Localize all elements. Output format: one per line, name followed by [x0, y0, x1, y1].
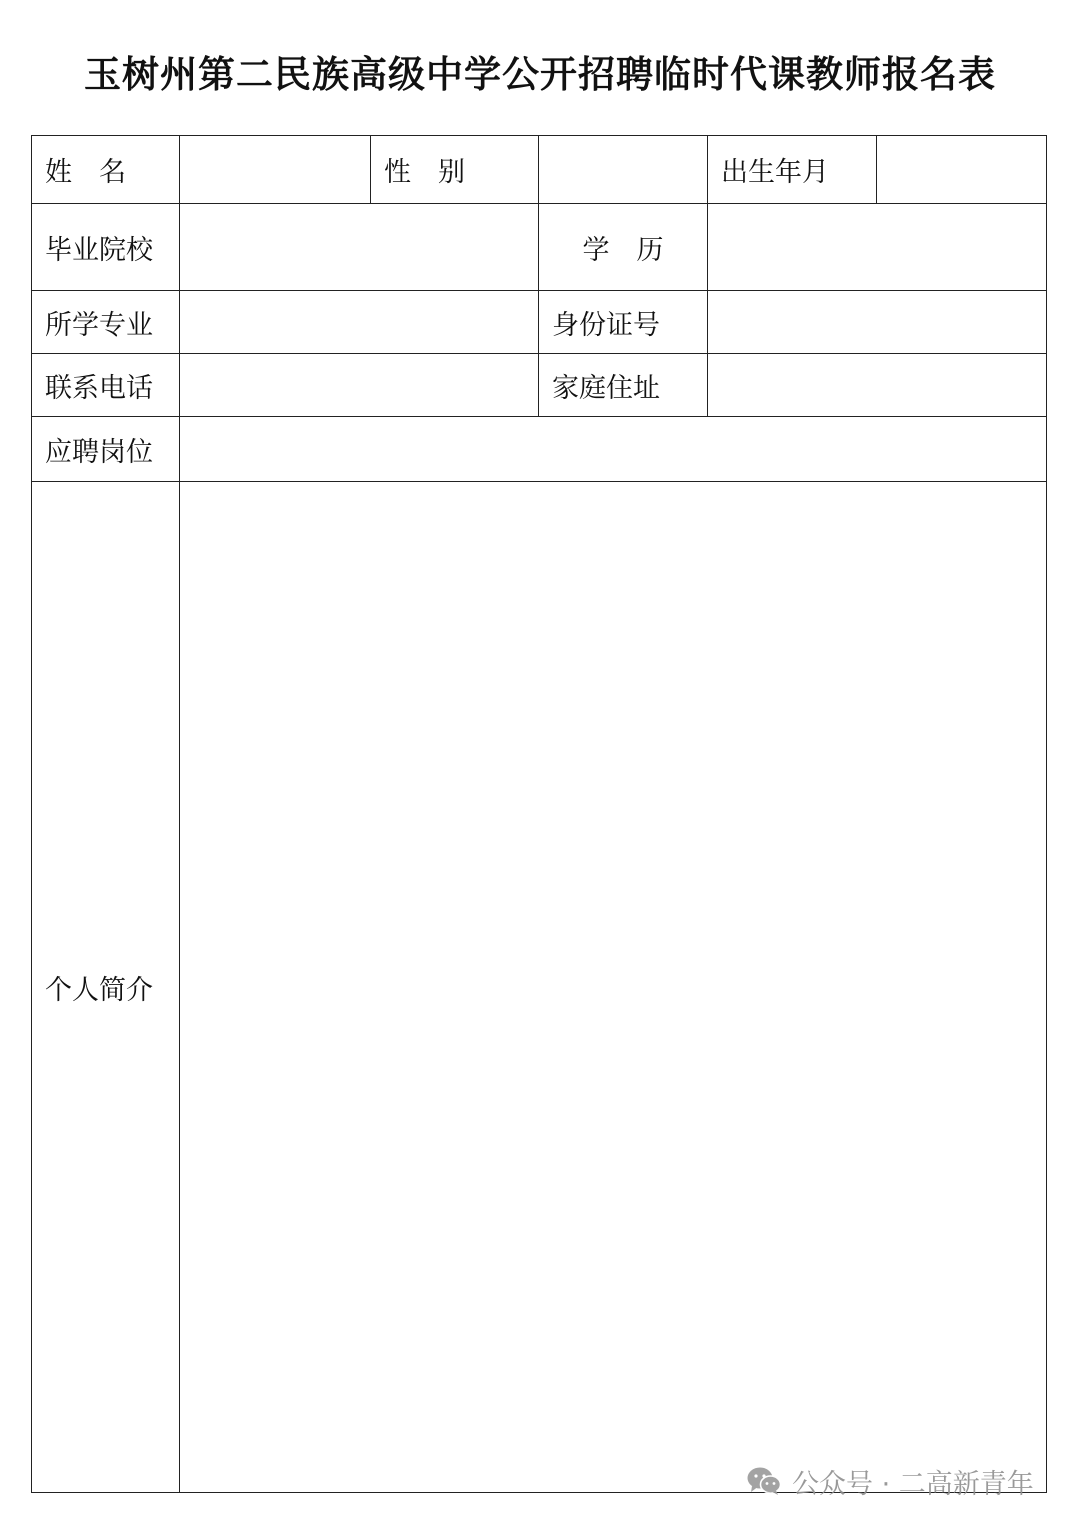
- graduate-school-field[interactable]: [180, 204, 539, 291]
- applied-position-label: 应聘岗位: [32, 417, 180, 482]
- watermark: [746, 1459, 1034, 1503]
- id-number-field[interactable]: [708, 291, 1047, 354]
- personal-intro-label: 个人简介: [32, 482, 180, 1493]
- personal-intro-field[interactable]: [180, 482, 1047, 1493]
- phone-label: 联系电话: [32, 354, 180, 417]
- applied-position-field[interactable]: [180, 417, 1047, 482]
- form-row-major-id: [32, 291, 1047, 354]
- education-label: 学 历: [539, 204, 708, 291]
- page-title: 玉树州第二民族高级中学公开招聘临时代课教师报名表: [84, 52, 996, 96]
- education-field[interactable]: [708, 204, 1047, 291]
- home-address-field[interactable]: [708, 354, 1047, 417]
- registration-form-table: [31, 135, 1047, 1493]
- gender-label: 性 别: [371, 136, 539, 204]
- graduate-school-label: 毕业院校: [32, 204, 180, 291]
- major-field[interactable]: [180, 291, 539, 354]
- form-row-education: [32, 204, 1047, 291]
- gender-field[interactable]: [539, 136, 708, 204]
- form-row-contact: [32, 354, 1047, 417]
- phone-field[interactable]: [180, 354, 539, 417]
- form-row-introduction: [32, 482, 1047, 1493]
- form-row-position: [32, 417, 1047, 482]
- home-address-label: 家庭住址: [539, 354, 708, 417]
- name-field[interactable]: [180, 136, 371, 204]
- id-number-label: 身份证号: [539, 291, 708, 354]
- major-label: 所学专业: [32, 291, 180, 354]
- birth-date-field[interactable]: [877, 136, 1047, 204]
- wechat-icon: [746, 1466, 782, 1496]
- form-row-basic-info: [32, 136, 1047, 204]
- watermark-text: 公众号 · 二高新青年: [792, 1468, 1034, 1500]
- name-label: 姓 名: [32, 136, 180, 204]
- birth-date-label: 出生年月: [708, 136, 877, 204]
